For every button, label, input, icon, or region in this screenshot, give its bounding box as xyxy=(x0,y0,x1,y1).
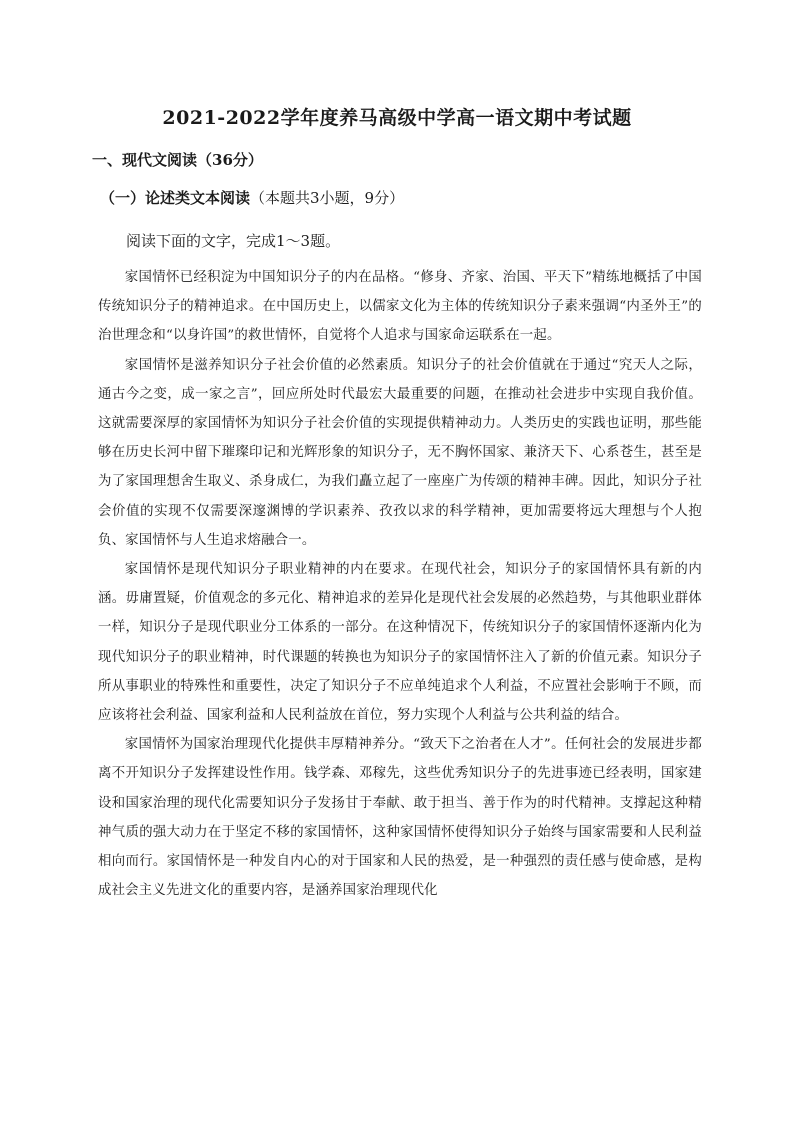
sub-heading-note: （本题共3小题，9分） xyxy=(250,189,405,207)
sub-heading xyxy=(100,186,404,210)
paragraph-4: 家国情怀为国家治理现代化提供丰厚精神养分。“致天下之治者在人才”。任何社会的发展进步都离不开知识分子发挥建设性作用。钱学森、邓稼先，这些优秀知识分子的先进事迹已经表明，国家建设和国家治理的现代化需要知识分子发扬甘于奉献、敢于担当、善于作为的时代精神。支撑起这种精神气质的强大动力在于坚定不移的家国情怀，这种家国情怀使得知识分子始终与国家需要和人民利益相向而行。家国情怀是一种发自内心的对于国家和人民的热爱，是一种强烈的责任感与使命感，是构成社会主义先进文化的重要内容，是涵养国家治理现代化 xyxy=(98,737,702,899)
paragraph-3: 家国情怀是现代知识分子职业精神的内在要求。在现代社会，知识分子的家国情怀具有新的内涵。毋庸置疑，价值观念的多元化、精神追求的差异化是现代社会发展的必然趋势，与其他职业群体一样，知识分子是现代职业分工体系的一部分。在这种情况下，传统知识分子的家国情怀逐渐内化为现代知识分子的职业精神，时代课题的转换也为知识分子的家国情怀注入了新的价值元素。知识分子所从事职业的特殊性和重要性，决定了知识分子不应单纯追求个人利益，不应置社会影响于不顾，而应该将社会利益、国家利益和人民利益放在首位，努力实现个人利益与公共利益的结合。 xyxy=(98,562,702,724)
paragraph-1: 家国情怀已经积淀为中国知识分子的内在品格。“修身、齐家、治国、平天下”精练地概括了中国传统知识分子的精神追求。在中国历史上，以儒家文化为主体的传统知识分子素来强调“内圣外王”的治世理念和“以身许国”的救世情怀，自觉将个人追求与国家命运联系在一起。 xyxy=(98,270,702,344)
paragraph-2: 家国情怀是滋养知识分子社会价值的必然素质。知识分子的社会价值就在于通过“究天人之际，通古今之变，成一家之言”，回应所处时代最宏大最重要的问题，在推动社会进步中实现自我价值。这就需要深厚的家国情怀为知识分子社会价值的实现提供精神动力。人类历史的实践也证明，那些能够在历史长河中留下璀璨印记和光辉形象的知识分子，无不胸怀国家、兼济天下、心系苍生，甚至是为了家国理想舍生取义、杀身成仁，为我们矗立起了一座座广为传颂的精神丰碑。因此，知识分子社会价值的实现不仅需要深邃渊博的学识素养、孜孜以求的科学精神，更加需要将远大理想与个人抱负、家国情怀与人生追求熔融合一。 xyxy=(98,357,702,548)
reading-instruction: 阅读下面的文字，完成1～3题。 xyxy=(126,232,341,250)
document-title: 2021-2022学年度养马高级中学高一语文期中考试题 xyxy=(162,107,632,129)
sub-heading-title: （一）论述类文本阅读 xyxy=(100,189,251,207)
article-body xyxy=(98,263,702,905)
section-heading: 一、现代文阅读（36分） xyxy=(92,151,263,169)
